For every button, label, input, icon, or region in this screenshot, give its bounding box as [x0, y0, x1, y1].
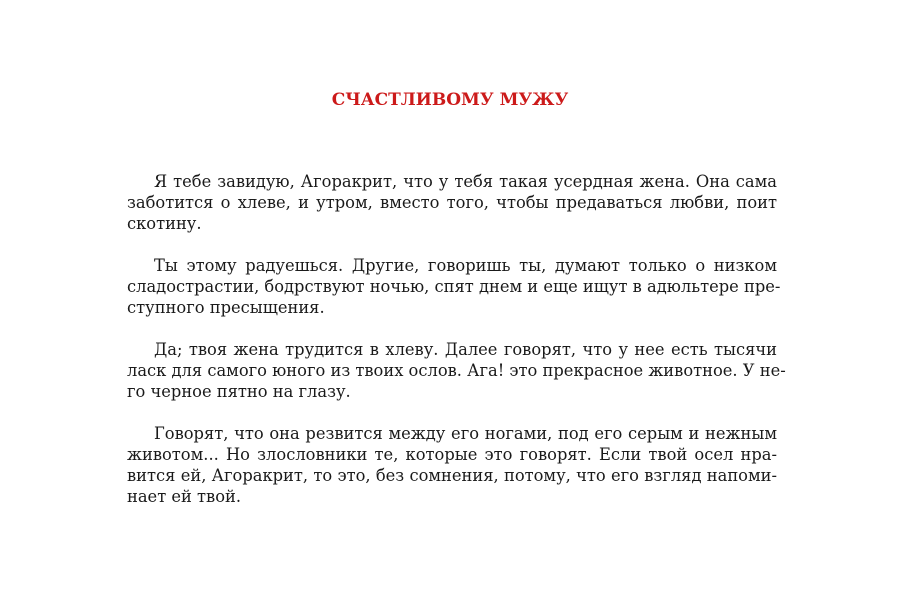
- paragraph-line: Я тебе завидую, Агоракрит, что у тебя такая усердная жена. Она сама: [154, 172, 777, 191]
- paragraph-4: [127, 423, 777, 507]
- page-title: СЧАСТЛИВОМУ МУЖУ: [331, 90, 569, 110]
- paragraph-line: животом... Но злословники те, которые это говорят. Если твой осел нра-: [127, 445, 777, 464]
- body-text: [127, 171, 786, 528]
- paragraph-line: нает ей твой.: [127, 487, 242, 506]
- paragraph-line: вится ей, Агоракрит, то это, без сомнения, потому, что его взгляд напоми-: [127, 466, 777, 485]
- paragraph-line: сладострастии, бодрствуют ночью, спят днем и еще ищут в адюльтере пре-: [127, 277, 781, 296]
- paragraph-line: скотину.: [127, 214, 202, 233]
- paragraph-line: Говорят, что она резвится между его ногами, под его серым и нежным: [154, 424, 777, 443]
- paragraph-line: го черное пятно на глазу.: [127, 382, 351, 401]
- paragraph-line: ласк для самого юного из твоих ослов. Ага! это прекрасное животное. У не-: [127, 361, 786, 380]
- paragraph-1: [127, 171, 777, 234]
- paragraph-3: [127, 339, 786, 402]
- paragraph-line: Ты этому радуешься. Другие, говоришь ты, думают только о низком: [154, 256, 777, 275]
- paragraph-line: заботится о хлеве, и утром, вместо того, чтобы предаваться любви, поит: [127, 193, 777, 212]
- paragraph-2: [127, 255, 781, 318]
- paragraph-line: ступного пресыщения.: [127, 298, 325, 317]
- paragraph-line: Да; твоя жена трудится в хлеву. Далее говорят, что у нее есть тысячи: [154, 340, 777, 359]
